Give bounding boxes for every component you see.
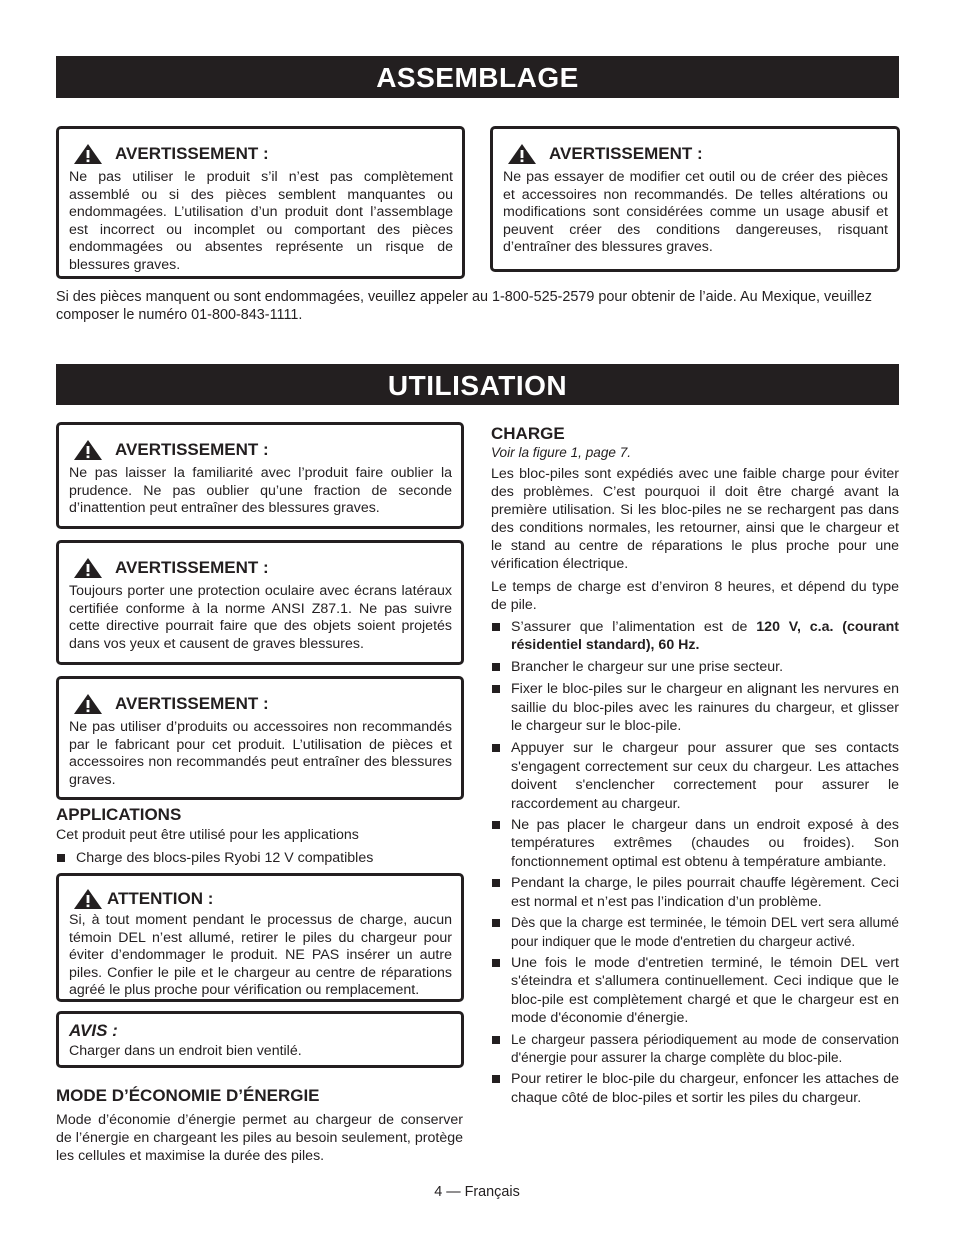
warning-text: Toujours porter une protection oculaire avec écrans latéraux certifiée conforme à la norme ANSI Z87.1. Ne pas suivre cette directive pourrait faire que des objets soient projetés dans vos yeux et causent de graves blessures.: [69, 583, 452, 652]
applications-list: [56, 849, 464, 867]
list-item: S’assurer que l’alimentation est de 120 V, c.a. (courant résidentiel standard), 60 Hz.: [491, 618, 899, 655]
warning-triangle-icon: [73, 143, 103, 165]
warning-text: Ne pas essayer de modifier cet outil ou de créer des pièces et accessoires non recommandés. De telles altérations ou modifications sont considérées comme un usage abusif et peuvent créer des conditions dangereuses, risquant d’entraîner des blessures graves.: [503, 169, 888, 256]
list-item: Brancher le chargeur sur une prise secteur.: [491, 658, 899, 676]
applications-intro: Cet produit peut être utilisé pour les applications: [56, 827, 359, 843]
warning-box-modification: [490, 126, 900, 272]
warning-text: Ne pas utiliser d’produits ou accessoires non recommandés par le fabricant pour cet produit. L’utilisation de pièces et accessoires non recommandés peut entraîner des blessures graves.: [69, 719, 452, 788]
list-item: Pour retirer le bloc-pile du chargeur, enfoncer les attaches de chaque côté de bloc-piles et sortir les piles du chargeur.: [491, 1070, 899, 1107]
charge-paragraph-2: Le temps de charge est d’environ 8 heures, et dépend du type de pile.: [491, 579, 899, 613]
list-item: Appuyer sur le chargeur pour assurer que ses contacts s'engagent correctement sur ceux du chargeur. Les attaches doivent s'enclencher correctement pour assurer le raccordement au chargeur.: [491, 739, 899, 813]
warning-triangle-icon: [73, 557, 103, 579]
list-item: Ne pas placer le chargeur dans un endroit exposé à des températures extrêmes (chaudes ou froides). Son fonctionnement optimal est obtenu à température ambiante.: [491, 816, 899, 871]
section-heading-assemblage: ASSEMBLAGE: [56, 56, 899, 98]
warning-triangle-icon: [73, 439, 103, 461]
energy-saving-text: Mode d’économie d’énergie permet au chargeur de conserver de l’énergie en chargeant les piles au besoin seulement, protège les cellules et maximise la durée des piles.: [56, 1112, 463, 1164]
list-item: Dès que la charge est terminée, le témoin DEL vert sera allumé pour indiquer que le mode d'entretien du chargeur activé.: [491, 914, 899, 951]
figure-reference: Voir la figure 1, page 7.: [491, 445, 632, 460]
list-item: Fixer le bloc-piles sur le chargeur en alignant les nervures en saillie du bloc-piles avec les rainures du chargeur, et glisser le chargeur sur le bloc-pile.: [491, 680, 899, 735]
list-item: Pendant la charge, le piles pourrait chauffe légèrement. Ceci est normal et n’est pas l’indication d’un problème.: [491, 874, 899, 911]
attention-title: ATTENTION :: [107, 889, 214, 908]
warning-title: AVERTISSEMENT :: [115, 694, 269, 713]
attention-box: [56, 873, 464, 1002]
warning-title: AVERTISSEMENT :: [115, 144, 269, 163]
avis-box: [56, 1011, 464, 1068]
warning-title: AVERTISSEMENT :: [115, 440, 269, 459]
warning-box-assembly-incomplete: [56, 126, 465, 279]
charge-section: [491, 424, 899, 1107]
warning-text: Ne pas utiliser le produit s’il n’est pas complètement assemblé ou si des pièces semblent manquantes ou endommagées. L’utilisation d’un produit dont l’assemblage est incorrect ou incomplet ou comportant des pièces endommagées ou absentes représente un risque de blessures graves.: [69, 169, 453, 273]
contact-info-text: Si des pièces manquent ou sont endommagées, veuillez appeler au 1-800-525-2579 pour obtenir de l’aide. Au Mexique, veuillez composer le numéro 01-800-843-1111.: [56, 289, 872, 323]
list-item: Charge des blocs-piles Ryobi 12 V compatibles: [56, 849, 464, 867]
avis-text: Charger dans un endroit bien ventilé.: [69, 1043, 302, 1059]
warning-box-accessories: [56, 676, 464, 800]
warning-box-familiarity: [56, 422, 464, 529]
energy-saving-heading: MODE D’ÉCONOMIE D’ÉNERGIE: [56, 1086, 320, 1105]
page-footer: 4 — Français: [434, 1184, 520, 1200]
avis-title: AVIS :: [69, 1021, 118, 1040]
list-item: Une fois le mode d'entretien terminé, le témoin DEL vert s'éteindra et s'allumera continuellement. Ceci indique que le bloc-pile est complètement chargé et que le chargeur est en mode d'économie d'énergie.: [491, 954, 899, 1028]
applications-heading: APPLICATIONS: [56, 805, 182, 824]
warning-box-eye-protection: [56, 540, 464, 665]
list-item: Le chargeur passera périodiquement au mode de conservation d'énergie pour assurer la charge complète du bloc-pile.: [491, 1031, 899, 1068]
section-heading-utilisation: UTILISATION: [56, 364, 899, 405]
attention-text: Si, à tout moment pendant le processus de charge, aucun témoin DEL n’est allumé, retirer le piles du chargeur pour éviter d’endommager le produit. NE PAS insérer un autre piles. Confier le pile et le chargeur au centre de réparations agréé le plus proche pour vérification ou remplacement.: [69, 912, 452, 999]
warning-triangle-icon: [507, 143, 537, 165]
warning-title: AVERTISSEMENT :: [549, 144, 703, 163]
charge-steps-list: [491, 618, 899, 1107]
warning-triangle-icon: [73, 693, 103, 715]
warning-triangle-icon: [73, 888, 103, 910]
warning-title: AVERTISSEMENT :: [115, 558, 269, 577]
charge-paragraph-1: Les bloc-piles sont expédiés avec une faible charge pour éviter des problèmes. C’est pourquoi il doit être chargé avant la première utilisation. Si les bloc-piles ne se rechargent pas dans des conditions normales, les retourner, ainsi que le chargeur et le stand au centre de réparations le plus proche pour une vérification électrique.: [491, 466, 899, 572]
warning-text: Ne pas laisser la familiarité avec l’produit faire oublier la prudence. Ne pas oublier qu’une fraction de seconde d’inattention peut entraîner des blessures graves.: [69, 465, 452, 517]
charge-heading: CHARGE: [491, 424, 565, 443]
